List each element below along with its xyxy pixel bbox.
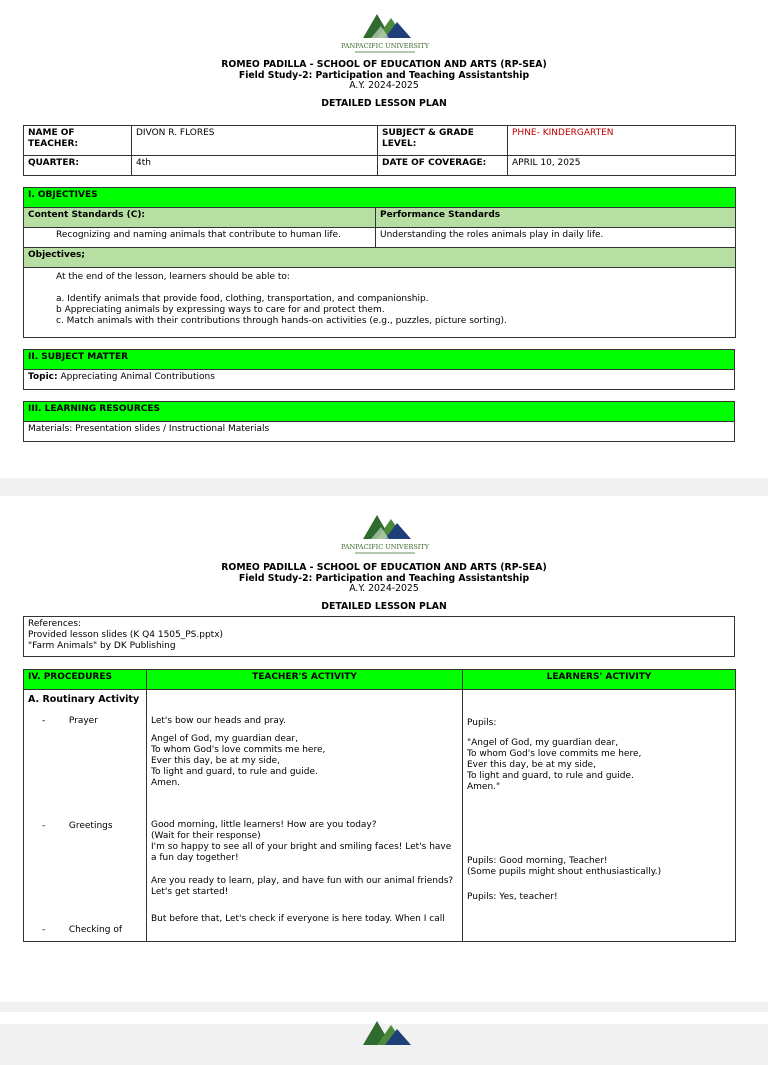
document-header — [0, 60, 768, 109]
course-title: Field Study-2: Participation and Teaching Assistantship — [238, 69, 530, 81]
university-logo-icon — [340, 8, 430, 58]
objectives-table — [23, 187, 736, 338]
subject-value: PHNE- KINDERGARTEN — [508, 126, 736, 156]
topic-row — [24, 370, 735, 390]
checking-step: - Checking of — [42, 925, 123, 935]
greeting-line: Good morning, little learners! How are you today? — [151, 820, 377, 830]
greeting-line: a fun day together! — [151, 853, 239, 863]
references-cell — [24, 617, 735, 657]
learners-activity-cell — [463, 690, 736, 942]
objectives-heading: I. OBJECTIVES — [24, 188, 736, 208]
quarter-label: QUARTER: — [24, 156, 132, 176]
pupil-prayer-line: "Angel of God, my guardian dear, — [467, 738, 619, 748]
routinary-activity-label: A. Routinary Activity — [28, 694, 140, 705]
teacher-prayer-line: Angel of God, my guardian dear, — [151, 734, 298, 744]
pupil-greeting-line: (Some pupils might shout enthusiastically.) — [467, 867, 662, 877]
quarter-value: 4th — [132, 156, 378, 176]
subject-matter-heading: II. SUBJECT MATTER — [24, 350, 735, 370]
academic-year: A.Y. 2024-2025 — [349, 583, 419, 594]
teacher-prayer-line: To whom God's love commits me here, — [151, 745, 326, 755]
date-value: APRIL 10, 2025 — [508, 156, 736, 176]
greeting-line: Let's get started! — [151, 887, 229, 897]
topic-label: Topic: — [28, 372, 58, 382]
learners-activity-heading: LEARNERS' ACTIVITY — [463, 670, 736, 690]
procedure-steps — [24, 690, 147, 942]
performance-standards-value: Understanding the roles animals play in daily life. — [376, 228, 736, 248]
performance-standards-label: Performance Standards — [376, 208, 736, 228]
objectives-label: Objectives; — [24, 248, 736, 268]
objectives-intro: At the end of the lesson, learners should be able to: — [56, 272, 290, 282]
references-label: References: — [28, 619, 82, 629]
school-name: ROMEO PADILLA - SCHOOL OF EDUCATION AND ARTS (RP-SEA) — [221, 562, 547, 573]
prayer-intro: Let's bow our heads and pray. — [151, 716, 286, 726]
objective-item: b Appreciating animals by expressing ways to care for and protect them. — [56, 305, 385, 315]
materials-value: Materials: Presentation slides / Instructional Materials — [24, 422, 735, 442]
objective-item: c. Match animals with their contributions through hands-on activities (e.g., puzzles, picture sorting). — [56, 316, 507, 326]
learning-resources-heading: III. LEARNING RESOURCES — [24, 402, 735, 422]
pupils-label: Pupils: — [467, 718, 497, 728]
prayer-label: Prayer — [68, 716, 98, 726]
course-title: Field Study-2: Participation and Teaching Assistantship — [238, 572, 530, 584]
objectives-list — [24, 268, 736, 338]
teacher-value: DIVON R. FLORES — [132, 126, 378, 156]
references-table — [23, 616, 735, 657]
svg-text:PANPACIFIC UNIVERSITY: PANPACIFIC UNIVERSITY — [340, 543, 430, 551]
topic-value: Appreciating Animal Contributions — [60, 372, 215, 382]
reference-item: Provided lesson slides (K Q4 1505_PS.pptx) — [28, 630, 224, 640]
school-name: ROMEO PADILLA - SCHOOL OF EDUCATION AND ARTS (RP-SEA) — [221, 59, 547, 70]
academic-year: A.Y. 2024-2025 — [349, 80, 419, 91]
date-label: DATE OF COVERAGE: — [378, 156, 508, 176]
greeting-line: I'm so happy to see all of your bright and smiling faces! Let's have — [151, 842, 452, 852]
objective-item: a. Identify animals that provide food, clothing, transportation, and companionship. — [56, 294, 429, 304]
pupil-prayer-line: Amen." — [467, 782, 501, 792]
university-logo-icon — [351, 1015, 419, 1065]
subject-matter-table — [23, 349, 735, 390]
teacher-activity-heading: TEACHER'S ACTIVITY — [147, 670, 463, 690]
document-header — [0, 563, 768, 612]
prayer-step: - Prayer — [42, 716, 98, 726]
pupil-greeting-line: Pupils: Good morning, Teacher! — [467, 856, 608, 866]
greeting-line: Are you ready to learn, play, and have fun with our animal friends? — [151, 876, 454, 886]
content-standards-value: Recognizing and naming animals that contribute to human life. — [24, 228, 376, 248]
learning-resources-table — [23, 401, 735, 442]
greeting-line: (Wait for their response) — [151, 831, 261, 841]
teacher-prayer-line: To light and guard, to rule and guide. — [151, 767, 318, 777]
pupil-prayer-line: To whom God's love commits me here, — [467, 749, 642, 759]
teacher-prayer-line: Amen. — [151, 778, 181, 788]
checking-text: But before that, Let's check if everyone is here today. When I call — [151, 914, 445, 924]
lesson-plan-title: DETAILED LESSON PLAN — [321, 97, 447, 109]
procedures-heading: IV. PROCEDURES — [24, 670, 147, 690]
greetings-label: Greetings — [68, 821, 113, 831]
content-standards-label: Content Standards (C): — [24, 208, 376, 228]
teacher-prayer-line: Ever this day, be at my side, — [151, 756, 280, 766]
svg-text:PANPACIFIC UNIVERSITY: PANPACIFIC UNIVERSITY — [340, 42, 430, 50]
teacher-label: NAME OF TEACHER: — [24, 126, 132, 156]
teacher-activity-cell — [147, 690, 463, 942]
pupil-prayer-line: To light and guard, to rule and guide. — [467, 771, 634, 781]
checking-label: Checking of — [68, 925, 123, 935]
procedures-table — [23, 669, 736, 942]
greetings-step: - Greetings — [42, 821, 113, 831]
university-logo-icon — [340, 509, 430, 559]
lesson-plan-title: DETAILED LESSON PLAN — [321, 600, 447, 612]
reference-item: "Farm Animals" by DK Publishing — [28, 641, 176, 651]
pupil-response-line: Pupils: Yes, teacher! — [467, 892, 558, 902]
subject-label: SUBJECT & GRADE LEVEL: — [378, 126, 508, 156]
pupil-prayer-line: Ever this day, be at my side, — [467, 760, 596, 770]
teacher-info-table — [23, 125, 736, 176]
